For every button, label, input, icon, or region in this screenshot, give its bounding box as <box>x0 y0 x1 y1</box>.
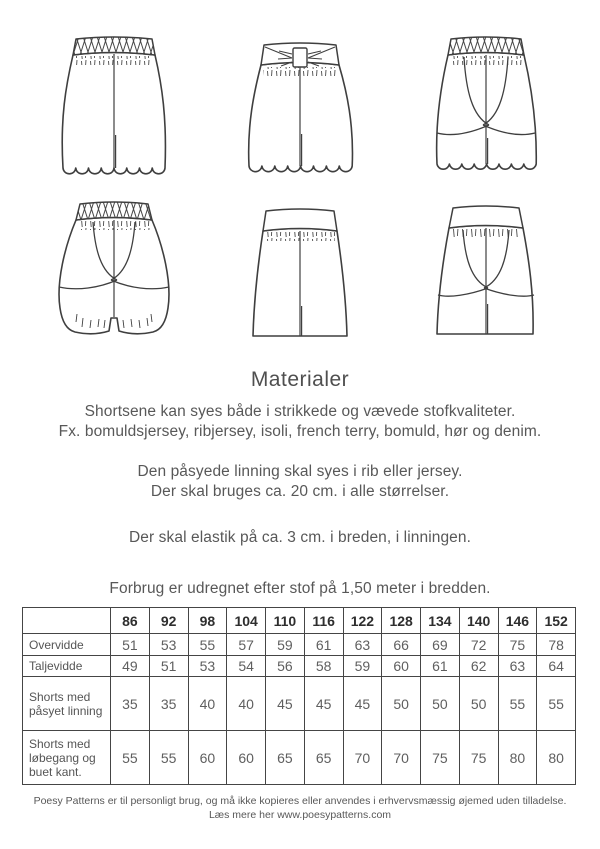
value-cell: 45 <box>266 677 305 731</box>
value-cell: 35 <box>111 677 150 731</box>
value-cell: 55 <box>111 731 150 785</box>
materials-paragraph-fabrics <box>0 402 600 442</box>
shorts-scalloped-hem-back-illustration <box>39 30 189 180</box>
value-cell: 50 <box>459 677 498 731</box>
value-cell: 45 <box>304 677 343 731</box>
value-cell: 54 <box>227 656 266 677</box>
size-header-cell: 98 <box>188 608 227 634</box>
shorts-ribbed-waistband-back-illustration <box>225 198 375 348</box>
size-header-cell: 128 <box>382 608 421 634</box>
row-label-cell <box>23 608 111 634</box>
illustration-row-1 <box>0 30 600 180</box>
value-cell: 59 <box>266 634 305 656</box>
value-cell: 55 <box>149 731 188 785</box>
text-line: Den påsyede linning skal syes i rib eller jersey. <box>137 463 463 480</box>
shorts-gathered-hem-pockets-illustration <box>39 198 189 348</box>
value-cell: 40 <box>188 677 227 731</box>
value-cell: 50 <box>382 677 421 731</box>
value-cell: 49 <box>111 656 150 677</box>
shorts-ribbed-waistband-pockets-illustration <box>411 198 561 348</box>
value-cell: 69 <box>421 634 460 656</box>
size-table <box>22 607 576 785</box>
ribbed-waistband <box>263 209 337 231</box>
row-label-cell: Shorts med påsyet linning <box>23 677 111 731</box>
row-label-cell: Overvidde <box>23 634 111 656</box>
table-row-loebegang <box>23 731 576 785</box>
size-header-cell: 146 <box>498 608 537 634</box>
value-cell: 63 <box>343 634 382 656</box>
value-cell: 57 <box>227 634 266 656</box>
value-cell: 78 <box>537 634 576 656</box>
size-header-cell: 92 <box>149 608 188 634</box>
value-cell: 56 <box>266 656 305 677</box>
value-cell: 63 <box>498 656 537 677</box>
elastic-waistband <box>448 37 524 55</box>
size-header-cell: 152 <box>537 608 576 634</box>
size-header-cell: 110 <box>266 608 305 634</box>
table-row-paasyet-linning <box>23 677 576 731</box>
value-cell: 53 <box>149 634 188 656</box>
size-header-cell: 134 <box>421 608 460 634</box>
size-header-row <box>23 608 576 634</box>
shorts-body <box>437 226 533 335</box>
value-cell: 75 <box>421 731 460 785</box>
value-cell: 80 <box>537 731 576 785</box>
value-cell: 70 <box>343 731 382 785</box>
value-cell: 75 <box>498 634 537 656</box>
value-cell: 60 <box>188 731 227 785</box>
value-cell: 60 <box>227 731 266 785</box>
value-cell: 55 <box>537 677 576 731</box>
size-header-cell: 140 <box>459 608 498 634</box>
size-header-cell: 86 <box>111 608 150 634</box>
value-cell: 53 <box>188 656 227 677</box>
size-header-cell: 104 <box>227 608 266 634</box>
value-cell: 65 <box>304 731 343 785</box>
value-cell: 70 <box>382 731 421 785</box>
elastic-waistband <box>73 37 155 55</box>
value-cell: 45 <box>343 677 382 731</box>
value-cell: 55 <box>498 677 537 731</box>
value-cell: 61 <box>421 656 460 677</box>
materials-paragraph-elastic <box>0 528 600 548</box>
copyright-footer <box>0 794 600 822</box>
shorts-illustrations <box>0 0 600 348</box>
shorts-tie-belt-illustration <box>225 30 375 180</box>
size-header-cell: 122 <box>343 608 382 634</box>
table-row-taljevidde <box>23 656 576 677</box>
text-line: Der skal elastik på ca. 3 cm. i breden, i linningen. <box>128 529 472 546</box>
value-cell: 62 <box>459 656 498 677</box>
value-cell: 50 <box>421 677 460 731</box>
materials-heading: Materialer <box>250 368 350 391</box>
value-cell: 61 <box>304 634 343 656</box>
belt-knot <box>293 48 307 67</box>
value-cell: 35 <box>149 677 188 731</box>
table-row-overvidde <box>23 634 576 656</box>
website-line: Læs mere her www.poesypatterns.com <box>208 809 392 821</box>
value-cell: 72 <box>459 634 498 656</box>
text-line: Fx. bomuldsjersey, ribjersey, isoli, french terry, bomuld, hør og denim. <box>58 423 542 440</box>
text-line: Shortsene kan syes både i strikkede og vævede stofkvaliteter. <box>84 403 516 420</box>
copyright-line: Poesy Patterns er til personligt brug, og må ikke kopieres eller anvendes i erhvervsmæssig øjemed uden tilladelse. <box>33 795 567 807</box>
value-cell: 66 <box>382 634 421 656</box>
value-cell: 60 <box>382 656 421 677</box>
illustration-row-2 <box>0 198 600 348</box>
ribbed-waistband <box>449 206 523 228</box>
value-cell: 58 <box>304 656 343 677</box>
value-cell: 51 <box>111 634 150 656</box>
shorts-pockets-scalloped-hem-illustration <box>411 30 561 180</box>
text-line: Der skal bruges ca. 20 cm. i alle størrelser. <box>150 483 450 500</box>
value-cell: 75 <box>459 731 498 785</box>
value-cell: 65 <box>266 731 305 785</box>
value-cell: 40 <box>227 677 266 731</box>
elastic-waistband <box>76 202 152 220</box>
row-label-cell: Shorts med løbegang og buet kant. <box>23 731 111 785</box>
value-cell: 59 <box>343 656 382 677</box>
row-label-cell: Taljevidde <box>23 656 111 677</box>
materials-paragraph-waistband <box>0 462 600 502</box>
value-cell: 51 <box>149 656 188 677</box>
size-header-cell: 116 <box>304 608 343 634</box>
value-cell: 55 <box>188 634 227 656</box>
value-cell: 80 <box>498 731 537 785</box>
value-cell: 64 <box>537 656 576 677</box>
size-table-intro: Forbrug er udregnet efter stof på 1,50 meter i bredden. <box>109 580 491 597</box>
